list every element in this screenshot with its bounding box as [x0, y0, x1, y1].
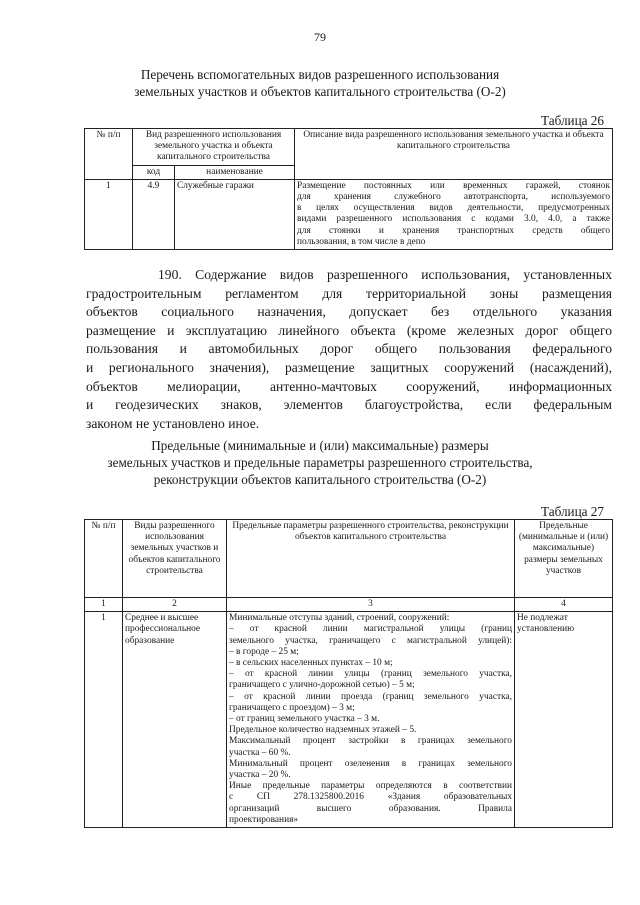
- header-sizes: Предельные (минимальные и (или) максимальные) размеры земельных участков: [515, 520, 613, 598]
- header-params: Предельные параметры разрешенного строительства, реконструкции объектов капитального строительства: [227, 520, 515, 598]
- table-26: [84, 128, 613, 250]
- table-row: [85, 179, 613, 249]
- row-kind: Среднее и высшее профессиональное образование: [123, 612, 227, 828]
- param-line: граничащего с улично-дорожной сетью) – 5 м;: [229, 680, 415, 691]
- header-kind: Вид разрешенного использования земельного участка и объекта капитального строительства: [133, 129, 295, 166]
- header-kinds: Виды разрешенного использования земельных участков и объектов капитального строительства: [123, 520, 227, 598]
- table-26-caption: Таблица 26: [541, 113, 604, 128]
- column-number: 1: [85, 598, 123, 612]
- paragraph-line: и регионального значения), размещение защитных сооружений (насаждений),: [86, 359, 612, 375]
- page-number: 79: [314, 30, 326, 44]
- param-line: земельного участка, граничащего с магистральной улицей):: [229, 635, 512, 646]
- param-line: – в городе – 25 м;: [229, 646, 299, 657]
- param-line: участка – 60 %.: [229, 747, 291, 758]
- header-name: наименование: [175, 165, 295, 179]
- table-27-caption: Таблица 27: [541, 504, 604, 519]
- param-line: граничащего с проездом) – 3 м;: [229, 702, 355, 713]
- paragraph-line: объектов мелиорации, антенно-мачтовых сооружений, информационных: [86, 378, 612, 394]
- row-params: [227, 612, 515, 828]
- param-line: – от границ земельного участка – 3 м.: [229, 714, 380, 725]
- table-row: [85, 612, 613, 828]
- param-line: Максимальный процент застройки в границах земельного: [229, 736, 512, 747]
- description-line: в целях осуществления видов деятельности, предусмотренных: [297, 203, 611, 214]
- param-line: – от красной линии улицы (границ земельного участка,: [229, 669, 512, 680]
- description-line: Размещение постоянных или временных гаражей, стоянок: [297, 180, 611, 191]
- description-line: пользования, в том числе в депо: [297, 236, 426, 247]
- row-num: 1: [85, 179, 133, 249]
- param-line: Предельное количество надземных этажей – 5.: [229, 725, 417, 736]
- param-line: Минимальный процент озеленения в границах земельного: [229, 758, 512, 769]
- row-code: 4.9: [133, 179, 175, 249]
- param-line: организаций высшего образования. Правила: [229, 803, 512, 814]
- paragraph-line: объектов социального назначения, допускает без отдельного указания: [86, 304, 612, 320]
- paragraph-190: [86, 266, 612, 433]
- paragraph-line: и геодезических знаков, элементов благоустройства, если федеральным: [86, 397, 612, 413]
- heading-line: земельных участков и предельные параметры разрешенного строительства,: [107, 455, 533, 470]
- row-num: 1: [85, 612, 123, 828]
- parameters-heading: [80, 437, 560, 488]
- list-heading: [100, 66, 540, 100]
- description-line: видами разрешенного использования с кодами 3.0, 4.0, а также: [297, 214, 611, 225]
- param-line: – в сельских населенных пунктах – 10 м;: [229, 658, 393, 669]
- row-size: Не подлежат установлению: [515, 612, 613, 828]
- description-line: для стоянки и хранения транспортных средств общего: [297, 225, 611, 236]
- paragraph-line: законом не установлено иное.: [86, 415, 260, 431]
- heading-line: реконструкции объектов капитального строительства (О-2): [153, 472, 487, 487]
- param-line: участка – 20 %.: [229, 770, 291, 781]
- paragraph-line: 190. Содержание видов разрешенного использования, установленных: [158, 267, 612, 282]
- heading-line: земельных участков и объектов капитального строительства (О-2): [134, 84, 506, 99]
- row-description: [295, 179, 613, 249]
- column-number: 2: [123, 598, 227, 612]
- heading-line: Перечень вспомогательных видов разрешенного использования: [140, 67, 500, 82]
- row-name: Служебные гаражи: [175, 179, 295, 249]
- paragraph-line: пользования и автомобильных дорог общего пользования федерального: [86, 341, 612, 357]
- table-27: [84, 519, 613, 828]
- param-line: проектирования»: [229, 814, 299, 825]
- param-line: Иные предельные параметры определяются в соответствии: [229, 781, 512, 792]
- header-description: Описание вида разрешенного использования земельного участка и объекта капитального строительства: [295, 129, 613, 180]
- paragraph-line: размещение и эксплуатацию линейного объекта (кроме железных дорог общего: [86, 322, 612, 338]
- param-line: с СП 278.1325800.2016 «Здания образовательных: [229, 792, 512, 803]
- header-code: код: [133, 165, 175, 179]
- column-number: 4: [515, 598, 613, 612]
- header-num: № п/п: [85, 129, 133, 180]
- header-num: № п/п: [85, 520, 123, 598]
- heading-line: Предельные (минимальные и (или) максимальные) размеры: [151, 438, 489, 453]
- param-line: Минимальные отступы зданий, строений, сооружений:: [229, 613, 450, 624]
- paragraph-line: градостроительным регламентом для территориальной зоны размещения: [86, 285, 612, 301]
- param-line: – от красной линии проезда (границ земельного участка,: [229, 691, 512, 702]
- column-number: 3: [227, 598, 515, 612]
- param-line: – от красной линии магистральной улицы (границ: [229, 624, 512, 635]
- description-line: для хранения служебного автотранспорта, используемого: [297, 192, 611, 203]
